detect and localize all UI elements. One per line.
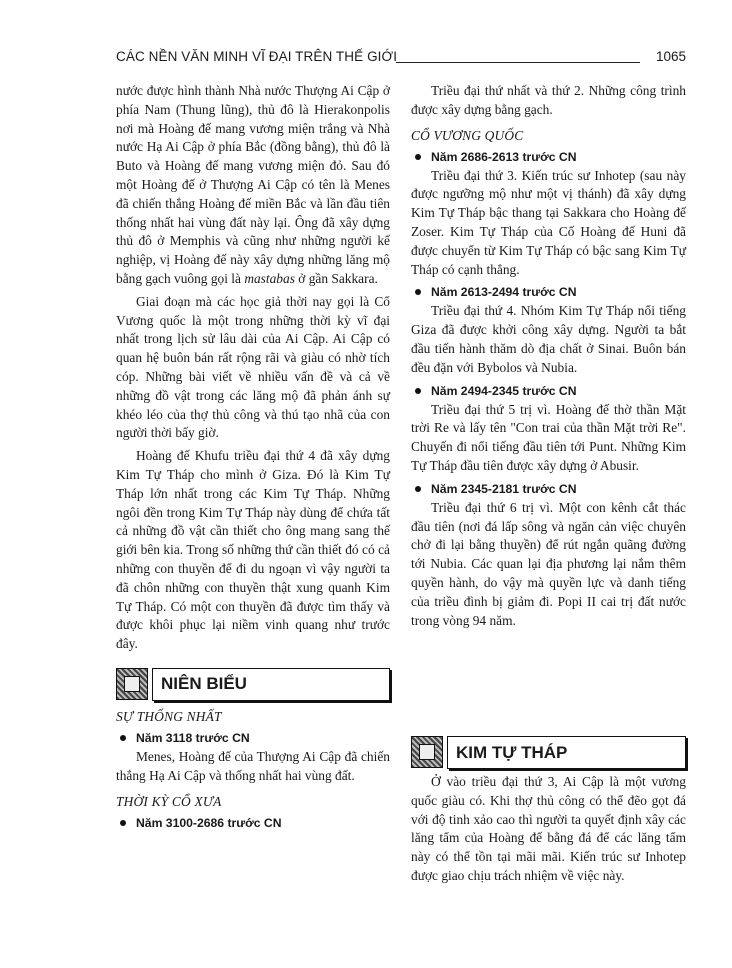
subheading: CỔ VƯƠNG QUỐC [411,127,524,143]
bullet-icon [415,289,421,295]
paragraph: Ở vào triều đại thứ 3, Ai Cập là một vương quốc giàu có. Khi thợ thủ công có thể đẽo gọt đá với độ tinh xảo cao thì người ta quyết định xây các lăng tẩm của Hoàng đế bằng đá để các lăng tẩm này có thể tồn tại mãi mãi. Kiến trúc sư Inhotep được giao chịu trách nhiệm về việc này. [411,774,686,883]
subheading: SỰ THỐNG NHẤT [116,708,222,724]
paragraph: Menes, Hoàng đế của Thượng Ai Cập đã chiến thắng Hạ Ai Cập và thống nhất hai vùng đất. [116,748,390,783]
page-header [116,46,686,68]
timeline-bullet: Năm 3118 trước CN [116,731,390,745]
section-title: KIM TỰ THÁP [447,736,686,769]
bullet-icon [415,388,421,394]
section-heading-pyramid [411,736,686,769]
subheading: THỜI KỲ CỔ XƯA [116,793,222,809]
section-title: NIÊN BIỂU [152,668,390,701]
paragraph: Triều đại thứ nhất và thứ 2. Những công trình được xây dựng bằng gạch. [411,83,686,117]
timeline-bullet: Năm 2345-2181 trước CN [411,482,686,496]
paragraph: nước được hình thành Nhà nước Thượng Ai Cập ở phía Nam (Thung lũng), thủ đô là Hierakonpolis nơi mà Hoàng đế mang vương miện trắng và Nhà nước Hạ Ai Cập ở phía Bắc (đồng bằng), thủ đô là Buto và Hoàng đế mang vương miện đỏ. Sau đó một Hoàng đế ở Thượng Ai Cập có tên là Menes đã chiến thắng Hoàng đế miền Bắc và lần đầu tiên thống nhất hai vùng đất này lại. Ông đã xây dựng thủ đô ở Memphis và cũng như những người kế nghiệp, vị Hoàng đế này xây dựng những lăng mộ bằng gạch vuông gọi là mastabas ở gần Sakkara. [116,83,390,286]
timeline-bullet: Năm 2613-2494 trước CN [411,285,686,299]
right-column [411,82,686,630]
timeline-bullet: Năm 3100-2686 trước CN [116,816,390,830]
running-title: CÁC NỀN VĂN MINH VĨ ĐẠI TRÊN THẾ GIỚI [116,49,398,64]
timeline-bullet: Năm 2494-2345 trước CN [411,384,686,398]
right-column-pyramid-section [411,736,686,886]
paragraph: Triều đại thứ 6 trị vì. Một con kênh cắt thác đầu tiên (nơi đá lấp sông và ngăn cản việc chuyên chở đi lại bằng thuyền) để rút ngắn quãng đường tới Nubia. Các quan lại địa phương lại nắm thêm quyền hành, do vậy mà quyền lực và danh tiếng của triều đình bị giảm đi. Popi II cai trị đất nước trong vòng 94 năm. [411,499,686,628]
left-column [116,82,390,833]
bullet-icon [120,820,126,826]
timeline-bullet: Năm 2686-2613 trước CN [411,150,686,164]
bullet-icon [415,486,421,492]
page-number: 1065 [655,49,686,64]
paragraph: Giai đoạn mà các học giả thời nay gọi là Cổ Vương quốc là một trong những thời kỳ vĩ đại nhất trong lịch sử lâu dài của Ai Cập. Ai Cập có quan hệ buôn bán rất rộng rãi và giàu có nhờ tích cóp. Những bài viết về nhiều vấn đề và cả về những đồ vật trong các lăng mộ đã phản ánh sự khéo léo của thợ thủ công và thú tạo nhã của con người thời bấy giờ. [116,293,390,441]
pattern-icon [411,736,443,768]
section-heading-chronology [116,668,390,701]
bullet-icon [120,735,126,741]
paragraph: Triều đại thứ 3. Kiến trúc sư Inhotep (sau này được ngưỡng mộ như một vị thánh) đã xây dựng Kim Tự Tháp bậc thang tại Sakkara cho Hoàng đế Zoser. Kim Tự Tháp của Cố Hoàng đế Huni đã được chuyển từ Kim Tự Tháp có bậc sang Kim Tự Tháp có cạnh thẳng. [411,167,686,277]
bullet-icon [415,154,421,160]
header-rule [396,62,640,63]
paragraph: Hoàng đế Khufu triều đại thứ 4 đã xây dựng Kim Tự Tháp cho mình ở Giza. Đó là Kim Tự Tháp lớn nhất trong các Kim Tự Tháp. Những ngôi đền trong Kim Tự Tháp này dùng để chứa tất cả những đồ vật cần thiết cho ông mang sang thế giới bên kia. Trong số những thứ cần thiết đó có cả những con thuyền để đi du ngoạn vì vậy người ta đã chôn những con thuyền thật xung quanh Kim Tự Tháp. Có một con thuyền đã được tìm thấy và được khôi phục lại niềm vinh quang như trước đây. [116,448,390,652]
pattern-icon [116,668,148,700]
paragraph: Triều đại thứ 5 trị vì. Hoàng đế thờ thần Mặt trời Re và lấy tên "Con trai của thần Mặt trời Re". Chuyến đi nổi tiếng đầu tiên tới Punt. Những Kim Tự Tháp đầu tiên được xây dựng ở Abusir. [411,401,686,473]
paragraph: Triều đại thứ 4. Nhóm Kim Tự Tháp nổi tiếng Giza đã được khởi công xây dựng. Người ta bắt đầu tiến hành thăm dò địa chất ở Sinai. Buôn bán đều đặn với Bybolos và Nubia. [411,303,686,375]
